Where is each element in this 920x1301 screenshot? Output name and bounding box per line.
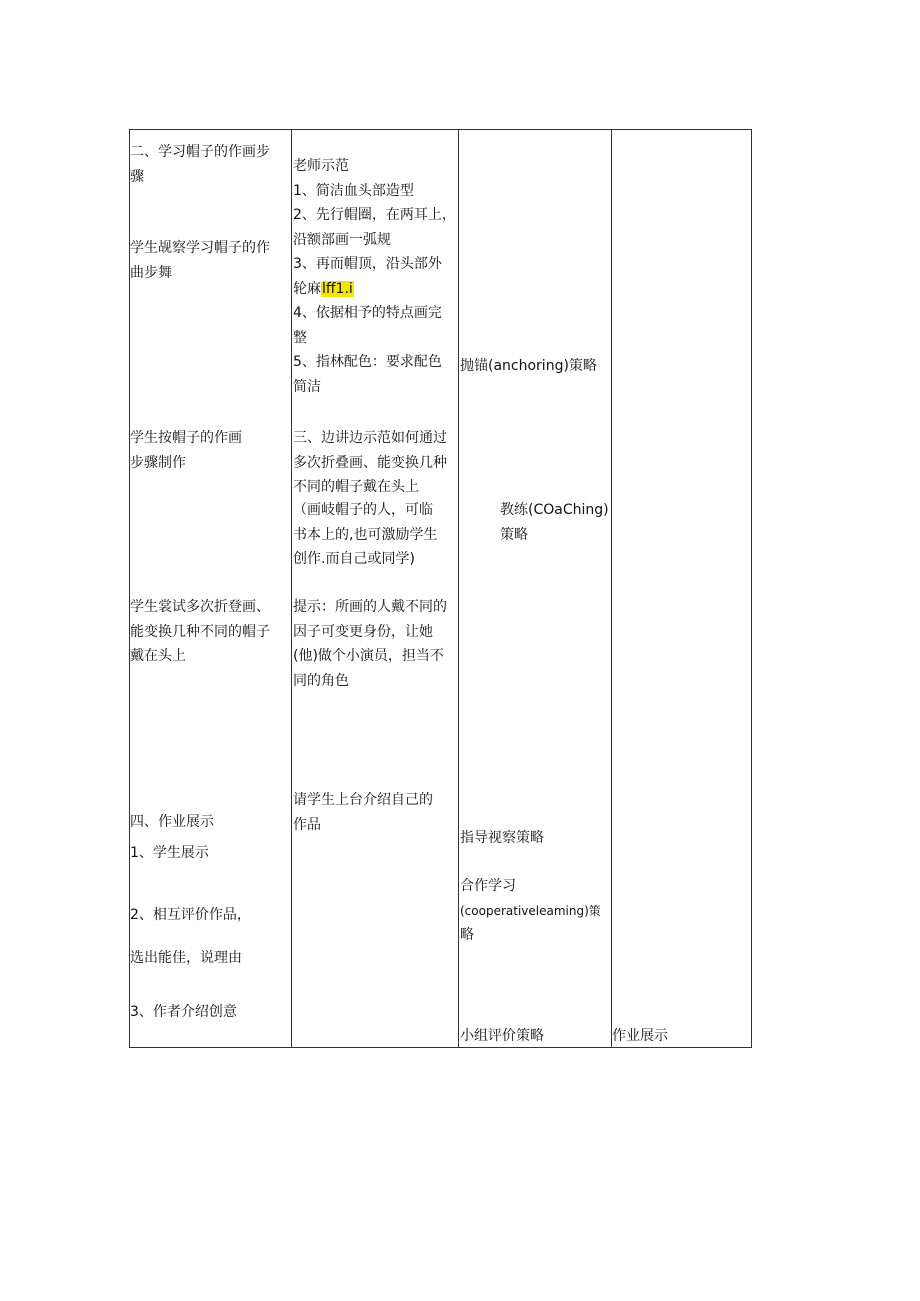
group-strategy: 小组评价策略 <box>460 1028 544 1044</box>
observe-activity: 学生觇察学习帽子的作 曲步舞 <box>130 240 270 281</box>
column-divider <box>291 130 292 1047</box>
make-activity: 学生按帽子的作画 步骤制作 <box>130 430 242 471</box>
homework-item-2-cont: 选出能佳，说理由 <box>130 950 242 966</box>
homework-item-2: 2、相互评价作品， <box>130 907 251 923</box>
try-activity: 学生裳试多次折登画、 能变换几种不同的帽子 戴在头上 <box>130 599 270 664</box>
homework-display: 作业展示 <box>612 1028 668 1044</box>
tip: 提示：所画的人戴不同的 因子可变更身份，让她 (他)做个小演员，担当不 同的角色 <box>293 599 447 689</box>
step2-heading: 二、学习帽子的作画步 骤 <box>130 144 270 185</box>
highlighted-text: lff1.i <box>322 280 353 297</box>
homework-item-1: 1、学生展示 <box>130 845 209 861</box>
column-divider <box>458 130 459 1047</box>
anchoring-strategy: 抛锚(anchoring)策略 <box>460 358 597 374</box>
present-instruction: 请学生上台介绍自己的 作品 <box>293 792 433 833</box>
demo-title: 老师示范 <box>293 158 349 174</box>
coaching-strategy: 教练(COaChing) 策略 <box>500 502 609 543</box>
guide-strategy: 指导视察策略 <box>460 830 544 846</box>
column-divider <box>611 130 612 1047</box>
fold-note: （画岐帽子的人，可临 书本上的,也可激励学生 创作.而自己或同学) <box>293 502 438 567</box>
coop-strategy: 合作学习 (cooperativeleaming)策 略 <box>460 878 601 943</box>
homework-item-3: 3、作者介绍创意 <box>130 1004 237 1020</box>
fold-demo: 三、边讲边示范如何通过 多次折叠画、能变换几种 不同的帽子戴在头上 <box>293 430 447 495</box>
demo-steps: 老师示范 1、简洁血头部造型 2、先行帽圈，在两耳上， 沿额部画一弧规 3、再而帽顶，沿头部外 轮麻lff1.i 4、依据相予的特点画完 整 5、指林配色：要求配色 简洁 <box>293 154 456 399</box>
step4-heading: 四、作业展示 <box>130 814 214 830</box>
